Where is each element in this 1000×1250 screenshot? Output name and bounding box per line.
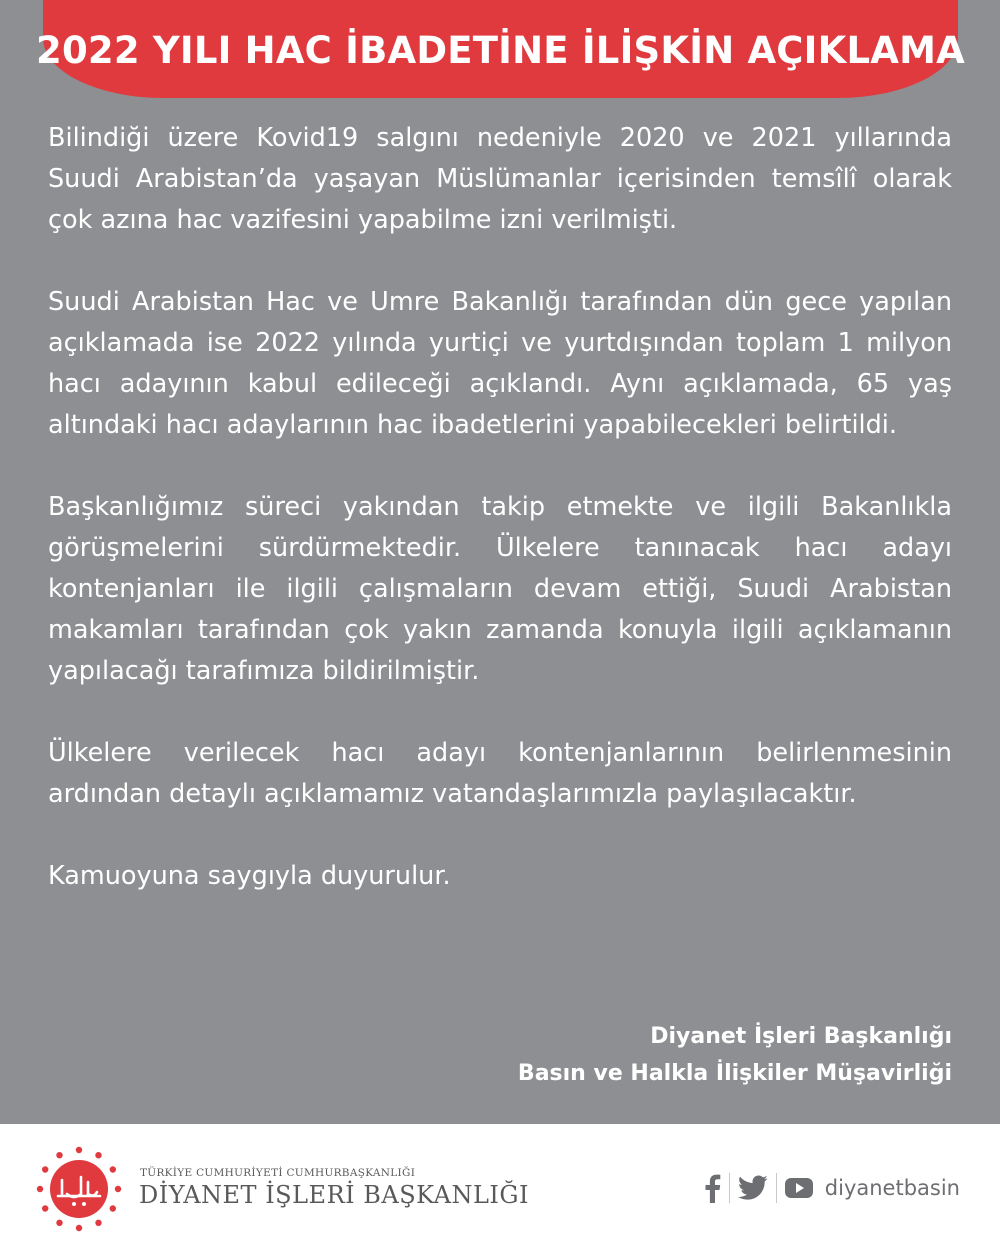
paragraph-4: Ülkelere verilecek hacı adayı kontenjanlarının belirlenmesinin ardından detaylı açıklamamız vatandaşlarımızla paylaşılacaktır.	[48, 738, 952, 809]
twitter-icon[interactable]	[738, 1172, 768, 1204]
footer	[0, 1124, 1000, 1250]
statement-body	[48, 118, 952, 897]
social-links	[705, 1172, 960, 1204]
paragraph-2: Suudi Arabistan Hac ve Umre Bakanlığı tarafından dün gece yapılan açıklamada ise 2022 yılında yurtiçi ve yurtdışından toplam 1 milyon hacı adayının kabul edileceği açıklandı. Aynı açıklamada, 65 yaş altındaki hacı adaylarının hac ibadetlerini yapabilecekleri belirtildi.	[48, 287, 952, 440]
paragraph-3: Başkanlığımız süreci yakından takip etmekte ve ilgili Bakanlıkla görüşmelerini sürdürmektedir. Ülkelere tanınacak hacı adayı kontenjanları ile ilgili çalışmaların devam ettiği, Suudi Arabistan makamları tarafından çok yakın zamanda konuyla ilgili açıklamanın yapılacağı tarafımıza bildirilmiştir.	[48, 492, 952, 686]
header-banner	[36, 0, 965, 98]
social-handle[interactable]: diyanetbasin	[824, 1176, 960, 1200]
signature-department: Basın ve Halkla İlişkiler Müşavirliği	[517, 1061, 952, 1086]
diyanet-logo-icon	[34, 1144, 124, 1234]
signature-block	[518, 1018, 952, 1092]
social-divider	[776, 1173, 777, 1203]
youtube-icon[interactable]	[785, 1172, 813, 1204]
social-divider	[729, 1173, 730, 1203]
signature-institution: Diyanet İşleri Başkanlığı	[650, 1024, 952, 1049]
page-title: 2022 YILI HAC İBADETİNE İLİŞKİN AÇIKLAMA	[36, 29, 965, 72]
facebook-icon[interactable]	[705, 1172, 721, 1204]
closing-line: Kamuoyuna saygıyla duyurulur.	[48, 861, 451, 891]
org-parent-name: TÜRKİYE CUMHURİYETİ CUMHURBAŞKANLIĞI	[140, 1167, 416, 1179]
paragraph-1: Bilindiği üzere Kovid19 salgını nedeniyle 2020 ve 2021 yıllarında Suudi Arabistan’da yaşayan Müslümanlar içerisinden temsîlî olarak çok azına hac vazifesini yapabilme izni verilmişti.	[48, 123, 952, 235]
org-name: DİYANET İŞLERİ BAŞKANLIĞI	[139, 1181, 530, 1209]
